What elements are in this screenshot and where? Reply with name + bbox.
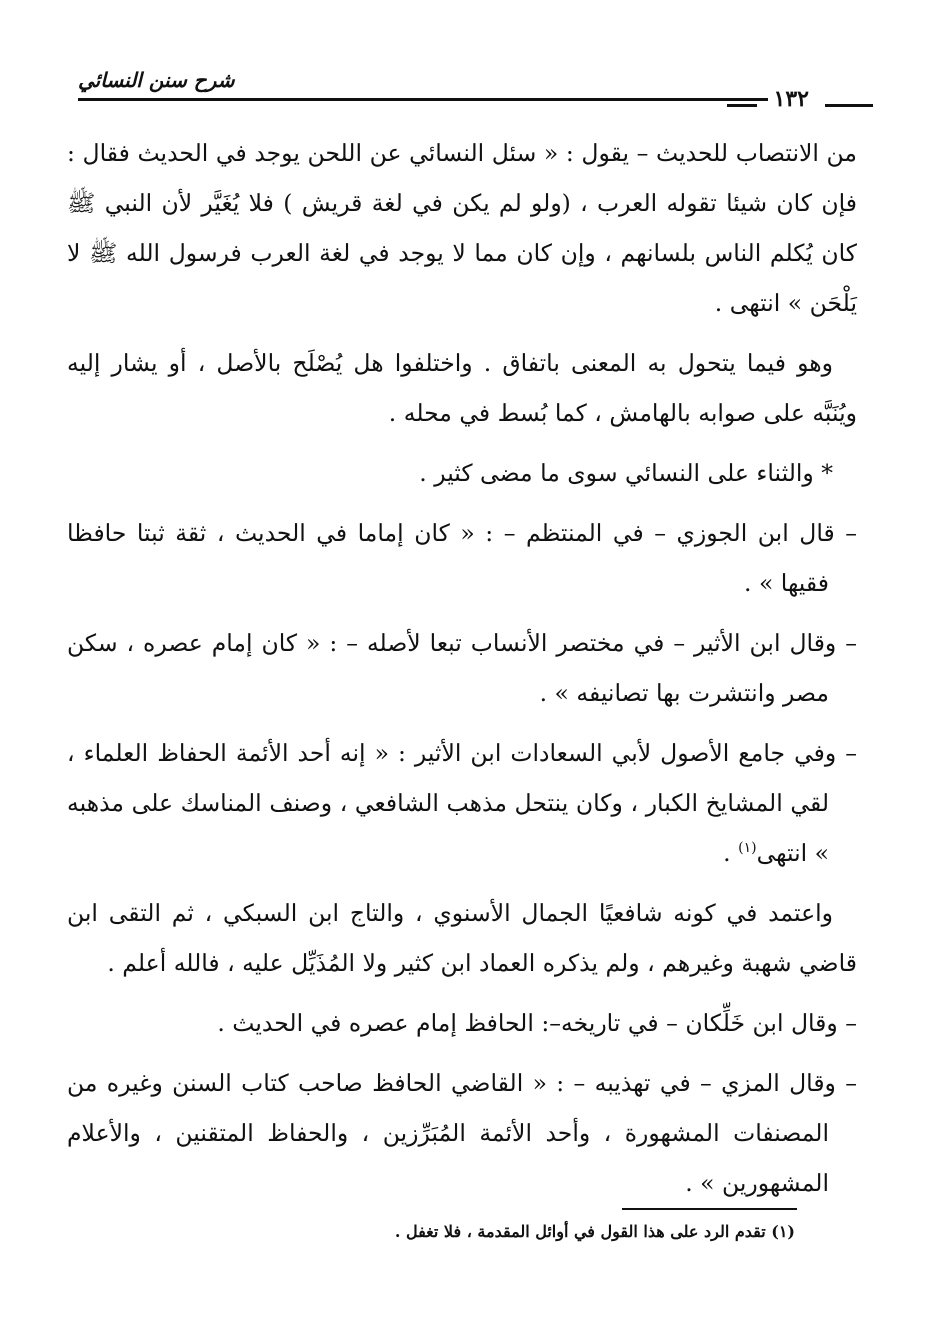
paragraph-9: – وقال المزي – في تهذيبه – : « القاضي الحافظ صاحب كتاب السنن وغيره من المصنفات المشهورة ، وأحد الأئمة المُبَرِّزين ، والحفاظ المتقنين ، والأعلام المشهورين » . xyxy=(67,1069,857,1197)
body-text xyxy=(67,128,857,1218)
paragraph-1: من الانتصاب للحديث – يقول : « سئل النسائي عن اللحن يوجد في الحديث فقال : فإن كان شيئا تقوله العرب ، (ولو لم يكن في لغة قريش ) فلا يُغَيَّر لأن النبي ﷺ كان يُكلم الناس بلسانهم ، وإن كان مما لا يوجد في لغة العرب فرسول الله ﷺ لا يَلْحَن » انتهى . xyxy=(67,139,857,317)
paragraph-6 xyxy=(67,728,857,878)
paragraph-2: وهو فيما يتحول به المعنى باتفاق . واختلفوا هل يُصْلَح بالأصل ، أو يشار إليه ويُنَبَّه على صوابه بالهامش ، كما بُسط في محله . xyxy=(67,349,857,427)
page-number: ١٣٢ xyxy=(768,86,815,112)
paragraph-8: – وقال ابن خَلِّكان – في تاريخه–: الحافظ إمام عصره في الحديث . xyxy=(217,1009,857,1037)
paragraph-6-text: – وفي جامع الأصول لأبي السعادات ابن الأثير : « إنه أحد الأئمة الحفاظ العلماء ، لقي المشايخ الكبار ، وكان ينتحل مذهب الشافعي ، وصنف المناسك على مذهبه » انتهى xyxy=(67,739,857,867)
paragraph-7: واعتمد في كونه شافعيًا الجمال الأسنوي ، والتاج ابن السبكي ، ثم التقى ابن قاضي شهبة وغيرهم ، ولم يذكره العماد ابن كثير ولا المُذَيِّل عليه ، فالله أعلم . xyxy=(67,899,857,977)
footnote-reference[interactable]: (١) xyxy=(738,840,757,857)
running-title: شرح سنن النسائي xyxy=(78,68,235,92)
footnote: (١) تقدم الرد على هذا القول في أوائل المقدمة ، فلا تغفل . xyxy=(394,1222,795,1241)
header-rule xyxy=(78,98,795,101)
footnote-separator xyxy=(622,1208,797,1210)
page-number-dash-left xyxy=(727,104,757,107)
paragraph-3: * والثناء على النسائي سوى ما مضى كثير . xyxy=(419,459,833,487)
page-number-dash-right xyxy=(825,104,873,107)
paragraph-6-tail: . xyxy=(723,839,731,867)
page-header xyxy=(78,62,795,102)
paragraph-4: – قال ابن الجوزي – في المنتظم – : « كان إماما في الحديث ، ثقة ثبتا حافظا فقيها » . xyxy=(67,519,857,597)
paragraph-5: – وقال ابن الأثير – في مختصر الأنساب تبعا لأصله – : « كان إمام عصره ، سكن مصر وانتشرت بها تصانيفه » . xyxy=(67,629,857,707)
